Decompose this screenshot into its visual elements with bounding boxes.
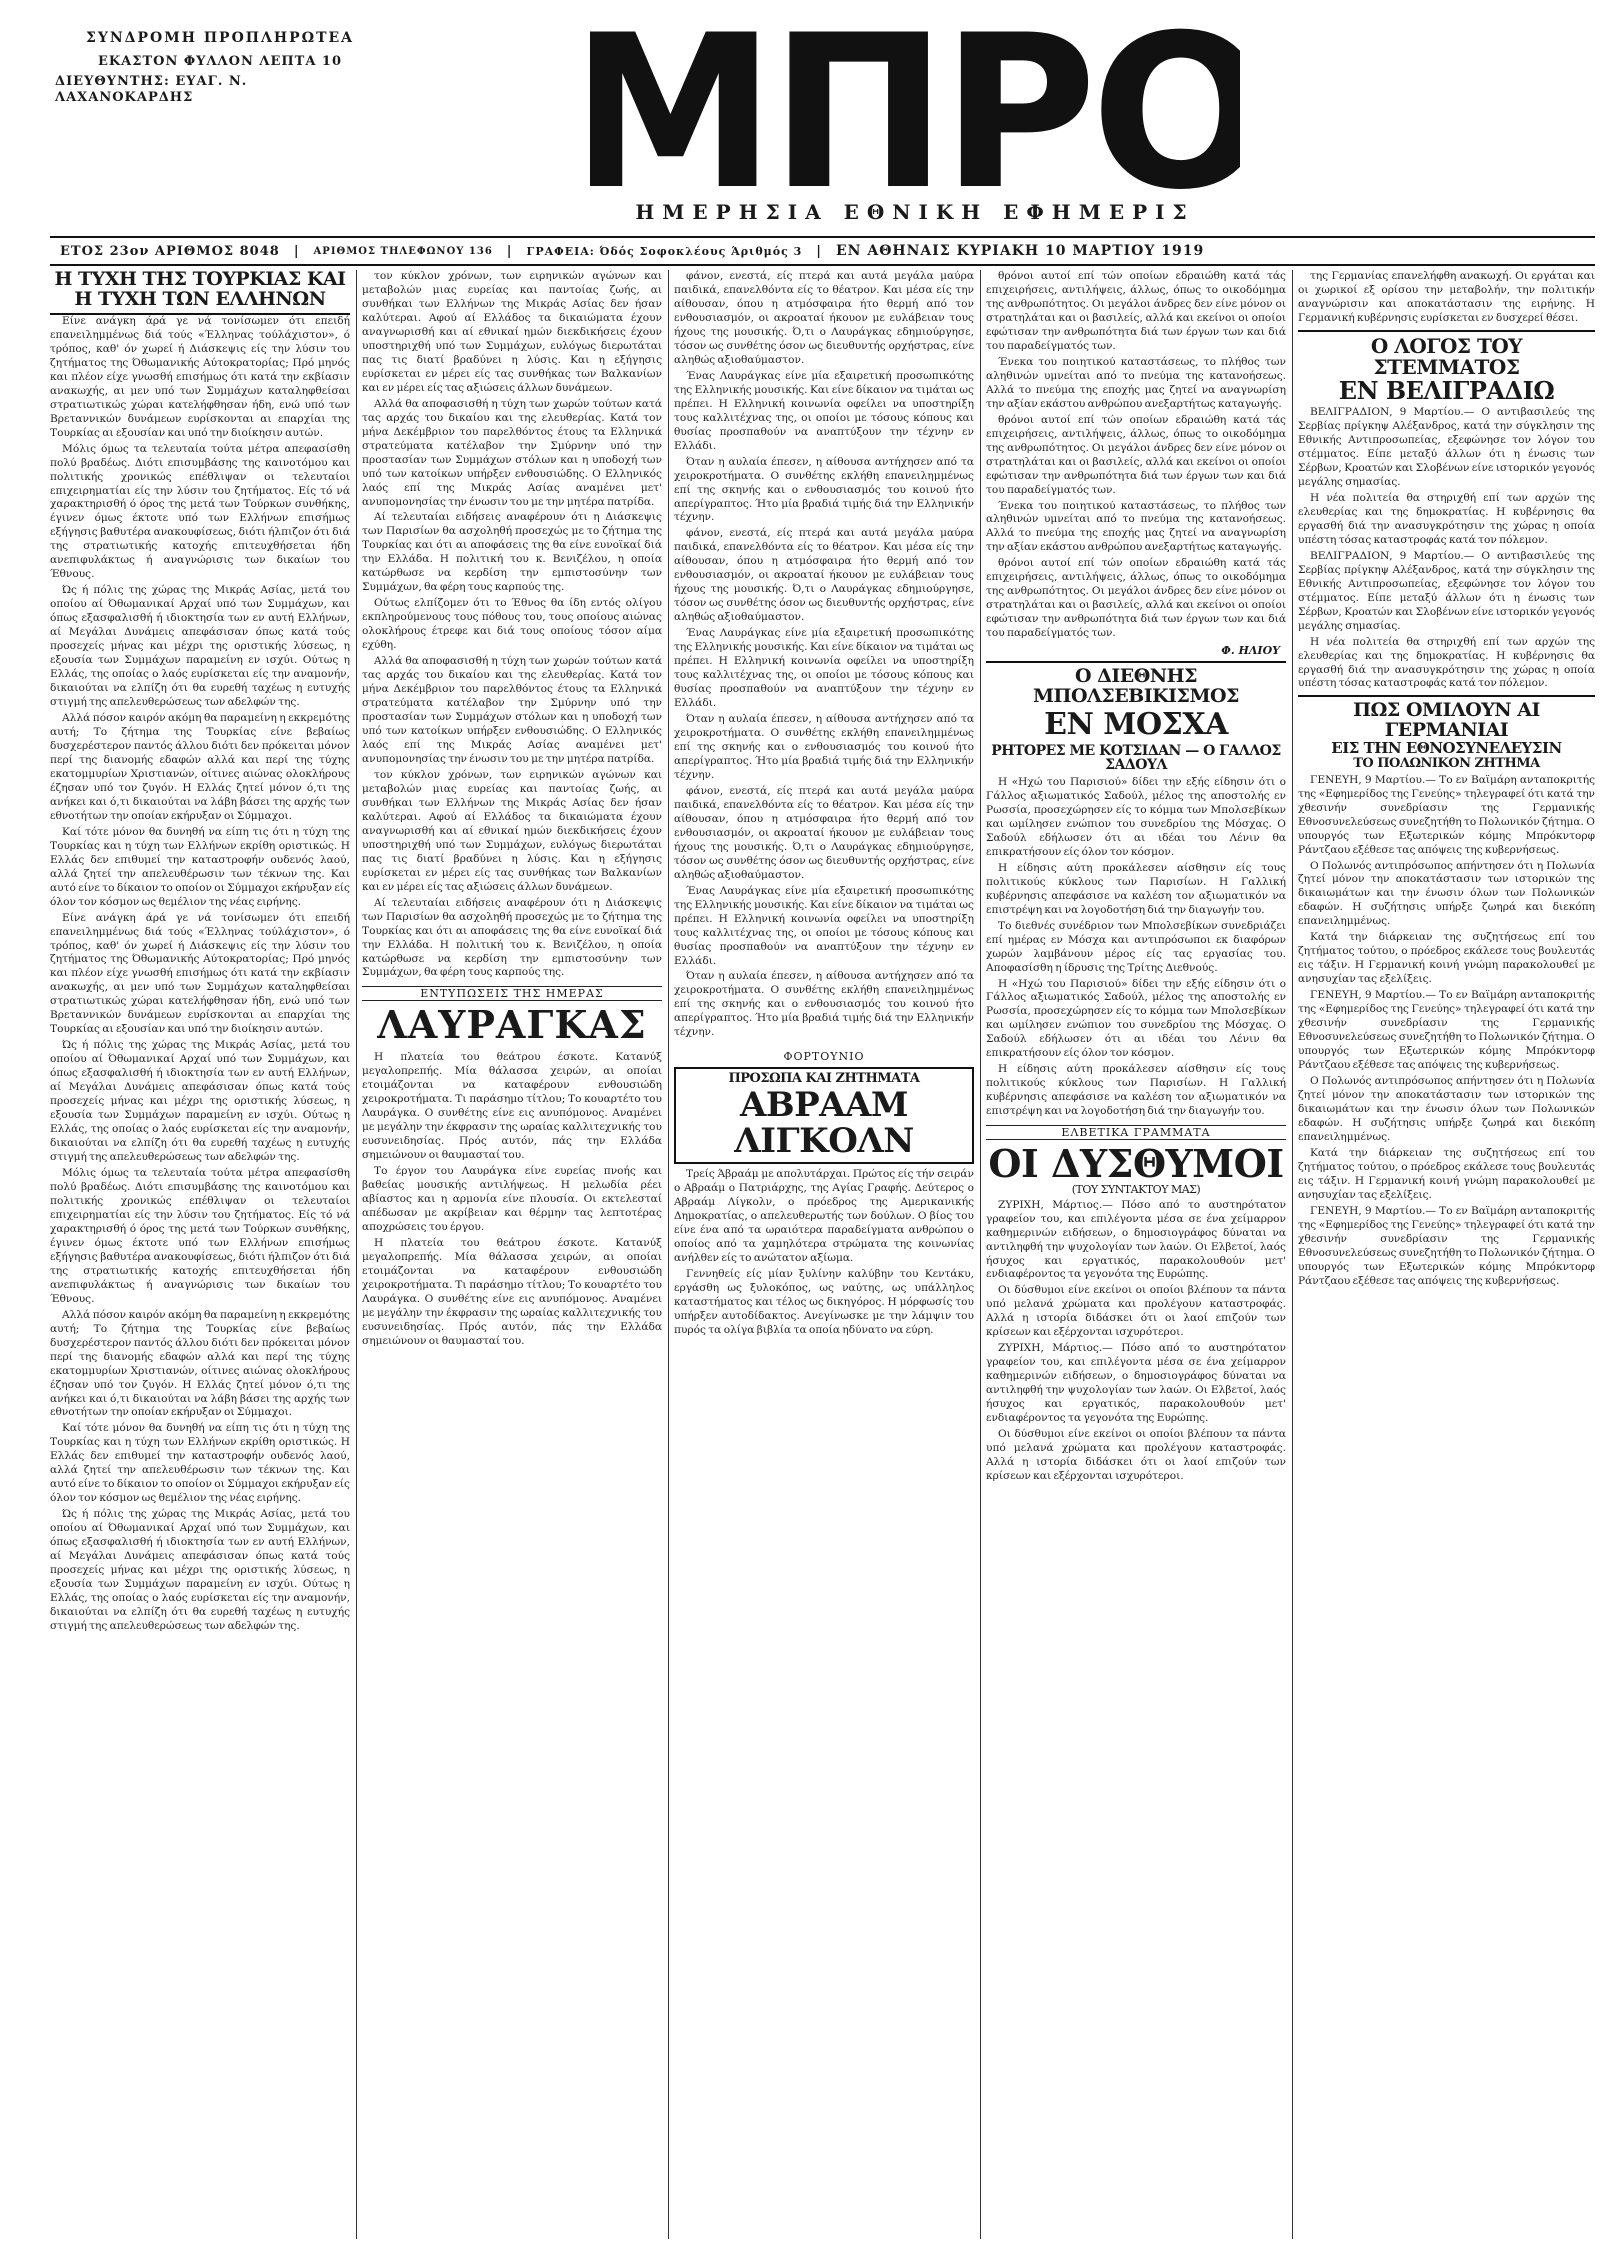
column-4 <box>986 270 1286 2239</box>
paragraph: Η πλατεία του θεάτρου έσκοτε. Κατανύξ μεγαλοπρεπής. Μία θάλασσα χειρών, αι οποίαι ετοιμάζονται να καταφέρουν ενθουσιώδη χειροκροτήματα. Τι παράσημο τίτλου; Το κουαρτέτο του Λαυράγκα. Ο συνθέτης είνε εις ανυπόμονος. Αναμένει με μεγάλην την έκφρασιν της ωραίας καλλιτεχνικής του ευσυνειδησίας. Πρός αυτόν, πάς την Ελλάδα σημειώνουν οι θαυμασταί του. <box>362 1236 662 1347</box>
subscription-header: ΣΥΝΔΡΟΜΗ ΠΡΟΠΛΗΡΩΤΕΑ <box>85 30 355 46</box>
paragraph: Ώς ή πόλις της χώρας της Μικράς Ασίας, μετά του οποίου αί Όθωμανικαί Αρχαί υπό των Συμμάχων, και όπως εξασφαλισθή ή ιδιοκτησία των εν αυτή Ελλήνων, αί Μεγάλαι Δυνάμεις απεφάσισαν όπως κατά τούς προσεχείς μήνας και μέχρι της οριστικής λύσεως, η εξουσία των Συμμάχων παραμείνη εν ισχύι. Ούτως η Ελλάς, της οποίας ο λαός ευρίσκεται είς την αναμονήν, δικαιούται να ελπίζη ότι θα ευρεθή ταχέως η ευτυχής στιγμή της απελευθερώσεως των αδελφών της. <box>50 1039 350 1164</box>
paragraph: ΓΕΝΕΥΗ, 9 Μαρτίου.— Το εν Βαϊμάρη ανταποκριτής της «Εφημερίδος της Γενεύης» τηλεγραφεί ότι κατά την χθεσινήν συνεδρίασιν της Γερμανικής Εθνοσυνελεύσεως συνεζητήθη το Πολωνικόν ζήτημα. Ο υπουργός των Εξωτερικών κόμης Μπρόκντορφ Ράντζαου εξέθεσε τας απόψεις της κυβερνήσεως. <box>1298 773 1595 856</box>
section-label: ΕΛΒΕΤΙΚΑ ΓΡΑΜΜΑΤΑ <box>986 1125 1286 1140</box>
paragraph: φάνον, ενεστά, είς πτερά και αυτά μεγάλα μαύρα παιδικά, επανελθόντα είς το θέατρον. Και μέσα είς την αίθουσαν, όπου η ατμόσφαιρα ήτο θερμή από τον ενθουσιασμόν, οι ακροαταί ήκουον με ευλάβειαν τους ήχους της μουσικής. Ό,τι ο Λαυράγκας εδημιούργησε, τόσον ως συνθέτης όσον ως διευθυντής ορχήστρας, είνε αληθώς αξιοθαύμαστον. <box>674 784 974 881</box>
column-2 <box>362 270 662 2239</box>
paragraph: Αλλά πόσον καιρόν ακόμη θα παραμείνη η εκκρεμότης αυτή; Το ζήτημα της Τουρκίας είνε βεβαίως δυσχερέστερον παντός άλλου διότι δεν πρόκειται μόνον περί της διανομής εδαφών αλλά και περί της τύχης εκατομμυρίων Χριστιανών, οίτινες αιώνας ολοκλήρους έζησαν υπό τον ζυγόν. Η Ελλάς ζητεί μόνον ό,τι της ανήκει και ό,τι δικαιούται να λάβη βάσει της αρχής των εθνοτήτων την οποίαν εκήρυξαν οι Σύμμαχοι. <box>50 1308 350 1419</box>
paragraph: τον κύκλον χρόνων, των ειρηνικών αγώνων και μεταβολών μιας ευρείας και παντοίας ζωής, αι συνθήκαι των Ελλήνων της Μικράς Ασίας δεν ήσαν καλύτεραι. Αφού αί Ελλάδος τα δικαιώματα έχουν αναγνωρισθή και αί εθνικαί ημών διεκδικήσεις έχουν υποστηριχθή υπό των Συμμάχων, ευλόγως διερωτάται πας τις διατί βραδύνει η λύσις. Και η εξήγησις ευρίσκεται εν μέρει είς τας συνθήκας των Βαλκανίων και εν μέρει είς τας αξιώσεις άλλων δυνάμεων. <box>362 270 662 394</box>
belgrade-title: Ο ΛΟΓΟΣ ΤΟΥ ΣΤΕΜΜΑΤΟΣ <box>1370 333 1523 379</box>
paragraph: Οι δύσθυμοι είνε εκείνοι οι οποίοι βλέπουν τα πάντα υπό μελανά χρώματα και προλέγουν καταστροφάς. Αλλά η ιστορία διδάσκει ότι οι λαοί επιζούν των κρίσεων και εξέρχονται ισχυρότεροι. <box>986 1284 1286 1339</box>
paragraph: ΖΥΡΙΧΗ, Μάρτιος.— Πόσο από το αυστηρότατον γραφείον του, και επιλέγοντα μέσα σε ένα χείμαρρον καθημερινών ειδήσεων, ο δημοσιογράφος δύναται να αντιληφθή την ψυχολογίαν των λαών. Οι Ελβετοί, λαός ήσυχος και εργατικός, παρακολουθούν μετ' ενδιαφέροντος τα γεγονότα της Ευρώπης. <box>986 1342 1286 1425</box>
moscow-body <box>986 776 1286 1119</box>
feuilleton-label: ΦΟΡΤΟΥΝΙΟ <box>783 1050 865 1064</box>
paragraph: Ο Πολωνός αντιπρόσωπος απήντησεν ότι η Πολωνία ζητεί μόνον την αποκατάστασιν των ιστορικών της δικαιωμάτων και την ένωσιν όλων των Πολωνικών εδαφών. Η συζήτησις υπήρξε ζωηρά και διεκόπη επανειλημμένως. <box>1298 1075 1595 1143</box>
column-rule <box>668 270 669 2239</box>
paragraph: Γεννηθείς είς μίαν ξυλίνην καλύβην του Κεντάκυ, εργάσθη ως ξυλοκόπος, ως ναύτης, ως υπάλληλος καταστήματος και τέλος ως δικηγόρος. Η μόρφωσίς του υπήρξεν αυτοδίδακτος. Ανεγίνωσκε με την λάμψιν του πυρός τα ολίγα βιβλία τα οποία ηδύνατο να εύρη. <box>674 1268 974 1336</box>
paragraph: Η νέα πολιτεία θα στηριχθή επί των αρχών της ελευθερίας και της δημοκρατίας. Η κυβέρνησις θα εργασθή διά την ανασυγκρότησιν της χώρας η οποία υπέστη τόσας καταστροφάς κατά τον πόλεμον. <box>1298 491 1595 546</box>
lavrangas-title: ΛΑΥΡΑΓΚΑΣ <box>377 1002 647 1048</box>
dysthymoi-byline: (ΤΟΥ ΣΥΝΤΑΚΤΟΥ ΜΑΣ) <box>1071 1183 1201 1197</box>
paragraph: Τρείς Άβραάμ με απολυτάρχαι. Πρώτος είς τήν σειράν ο Αβραάμ ο Πατριάρχης, της Αγίας Γραφής. Δεύτερος ο Αβραάμ Λίγκολν, ο πρόεδρος της Αμερικανικής Δημοκρατίας, ο απελευθερωτής των δούλων. Ο βίος του είνε ένα από τα ωραιότερα παραδείγματα ανθρώπου ο οποίος από τα χαμηλότερα στρώματα της κοινωνίας ανήλθεν είς το ανώτατον αξίωμα. <box>674 1168 974 1265</box>
column-rule <box>1292 270 1293 2239</box>
column-rule <box>356 270 357 2239</box>
germans-title-3: ΤΟ ΠΟΛΩΝΙΚΟΝ ΖΗΤΗΜΑ <box>1353 756 1540 772</box>
paragraph: ΖΥΡΙΧΗ, Μάρτιος.— Πόσο από το αυστηρότατον γραφείον του, και επιλέγοντα μέσα σε ένα χείμαρρον καθημερινών ειδήσεων, ο δημοσιογράφος δύναται να αντιληφθή την ψυχολογίαν των λαών. Οι Ελβετοί, λαός ήσυχος και εργατικός, παρακολουθούν μετ' ενδιαφέροντος τα γεγονότα της Ευρώπης. <box>986 1198 1286 1281</box>
paragraph: Αλλά πόσον καιρόν ακόμη θα παραμείνη η εκκρεμότης αυτή; Το ζήτημα της Τουρκίας είνε βεβαίως δυσχερέστερον παντός άλλου διότι δεν πρόκειται μόνον περί της διανομής εδαφών αλλά και περί της τύχης εκατομμυρίων Χριστιανών, οίτινες αιώνας ολοκλήρους έζησαν υπό τον ζυγόν. Η Ελλάς ζητεί μόνον ό,τι της ανήκει και ό,τι δικαιούται να λάβη βάσει της αρχής των εθνοτήτων την οποίαν εκήρυξαν οι Σύμμαχοι. <box>50 712 350 822</box>
germans-body <box>1298 774 1595 1289</box>
section-label: ΕΝΤΥΠΩΣΕΙΣ ΤΗΣ ΗΜΕΡΑΣ <box>362 986 662 1001</box>
column-1 <box>50 270 350 2239</box>
paragraph: Η είδησις αύτη προκάλεσεν αίσθησιν είς τους πολιτικούς κύκλους των Παρισίων. Η Γαλλική κυβέρνησις απεφάσισε να καλέση τον αξιωματικόν να επιστρέψη και να λογοδοτήση διά την διαγωγήν του. <box>986 861 1286 916</box>
year-issue: ΕΤΟΣ 23ον ΑΡΙΘΜΟΣ 8048 <box>60 243 280 259</box>
phone-number: ΑΡΙΘΜΟΣ ΤΗΛΕΦΩΝΟΥ 136 <box>313 245 493 257</box>
paragraph: θρόνοι αυτοί επί τών οποίων εδραιώθη κατά τάς επιχειρήσεις, αντιλήψεις, άλλως, όπως το οικοδόμημα της ανθρωπότητος. Οι μεγάλοι άνδρες δεν είνε μόνον οι στρατηλάται και οι βασιλείς, αλλά και εκείνοι οι οποίοι εφώτισαν την ανθρωπότητα διά των έργων των και διά του παραδείγματός των. <box>986 270 1286 352</box>
paragraph: Η νέα πολιτεία θα στηριχθή επί των αρχών της ελευθερίας και της δημοκρατίας. Η κυβέρνησις θα εργασθή διά την ανασυγκρότησιν της χώρας η οποία υπέστη τόσας καταστροφάς κατά τον πόλεμον. <box>1298 635 1595 690</box>
paragraph: Η «Ηχώ του Παρισιού» δίδει την εξής είδησιν ότι ο Γάλλος αξιωματικός Σαδούλ, μέλος της αποστολής εν Ρωσσία, προσεχώρησεν είς το κόμμα των Μπολσεβίκων και ωμίλησεν ενώπιον του συνεδρίου της Μόσχας. Ο Σαδούλ εδήλωσεν ότι αι ιδέαι του Λένιν θα επικρατήσουν είς όλον τον κόσμον. <box>986 977 1286 1060</box>
paragraph: Αί τελευταίαι ειδήσεις αναφέρουν ότι η Διάσκεψις των Παρισίων θα ασχοληθή προσεχώς με το ζήτημα της Τουρκίας και ότι αι αποφάσεις της θα είνε ευνοϊκαί διά την Ελλάδα. Η πολιτική του κ. Βενιζέλου, η οποία κατώρθωσε να κερδίση την εμπιστοσύνην των Συμμάχων, θα φέρη τους καρπούς της. <box>362 896 662 979</box>
lavrangas-continuation <box>674 270 974 1040</box>
moscow-subtitle: ΡΗΤΟΡΕΣ ΜΕ ΚΟΤΣΙΔΑΝ — Ο ΓΑΛΛΟΣ ΣΑΔΟΥΛ <box>991 742 1281 774</box>
dateline-bar: ΕΤΟΣ 23ον ΑΡΙΘΜΟΣ 8048 | ΑΡΙΘΜΟΣ ΤΗΛΕΦΩΝΟΥ 136 | ΓΡΑΦΕΙΑ: Όδός Σοφοκλέους Άριθμός 3 | ΕΝ ΑΘΗΝΑΙΣ ΚΥΡΙΑΚΗ 10 ΜΑΡΤΙΟΥ 1919 <box>50 236 1595 266</box>
column-5 <box>1298 270 1595 2239</box>
divider <box>986 661 1286 663</box>
paragraph: Αί τελευταίαι ειδήσεις αναφέρουν ότι η Διάσκεψις των Παρισίων θα ασχοληθή προσεχώς με το ζήτημα της Τουρκίας και ότι αι αποφάσεις της θα είνε ευνοϊκαί διά την Ελλάδα. Η πολιτική του κ. Βενιζέλου, η οποία κατώρθωσε να κερδίση την εμπιστοσύνην των Συμμάχων, θα φέρη τους καρπούς της. <box>362 511 662 594</box>
signature: Φ. ΗΛΙΟΥ <box>1221 644 1280 658</box>
paragraph: Μόλις όμως τα τελευταία τούτα μέτρα απεφασίσθη πολύ βραδέως. Διότι επισυμβάσης της καινοτόμου και πολιτικής χρονικώς επέθλιψαν οι τελευταίοι επιχειρηματίαι είς την λύσιν του ζητήματος. Είς τό νά χαρακτηρισθή ό όρος της μετά των Τούρκων συνθήκης, έγινεν όμως έκτοτε υπό των Ελλήνων επισήμως εξήγησις βαθυτέρα ανακουφίσεως, διότι ήλπιζον ότι διά της στρατιωτικής κατοχής επιτευχθήσεται ήδη ανεπιφυλάκτως ή αναγνώρισις των δικαίων του Έθνους. <box>50 1167 350 1305</box>
paragraph: θρόνοι αυτοί επί τών οποίων εδραιώθη κατά τάς επιχειρήσεις, αντιλήψεις, άλλως, όπως το οικοδόμημα της ανθρωπότητος. Οι μεγάλοι άνδρες δεν είνε μόνον οι στρατηλάται και οι βασιλείς, αλλά και εκείνοι οι οποίοι εφώτισαν την ανθρωπότητα διά των έργων των και διά του παραδείγματός των. <box>986 557 1286 640</box>
moscow-title: Ο ΔΙΕΘΝΗΣ ΜΠΟΛΣΕΒΙΚΙΣΜΟΣ <box>1033 665 1239 708</box>
paragraph: θρόνοι αυτοί επί τών οποίων εδραιώθη κατά τάς επιχειρήσεις, αντιλήψεις, άλλως, όπως το οικοδόμημα της ανθρωπότητος. Οι μεγάλοι άνδρες δεν είνε μόνον οι στρατηλάται και οι βασιλείς, αλλά και εκείνοι οι οποίοι εφώτισαν την ανθρωπότητα διά των έργων των και διά του παραδείγματός των. <box>986 413 1286 496</box>
paragraph: ΓΕΝΕΥΗ, 9 Μαρτίου.— Το εν Βαϊμάρη ανταποκριτής της «Εφημερίδος της Γενεύης» τηλεγραφεί ότι κατά την χθεσινήν συνεδρίασιν της Γερμανικής Εθνοσυνελεύσεως συνεζητήθη το Πολωνικόν ζήτημα. Ο υπουργός των Εξωτερικών κόμης Μπρόκντορφ Ράντζαου εξέθεσε τας απόψεις της κυβερνήσεως. <box>1298 989 1595 1072</box>
paragraph: Αλλά θα αποφασισθή η τύχη των χωρών τούτων κατά τας αρχάς του δικαίου και της ελευθερίας. Κατά τον μήνα Δεκέμβριον του παρελθόντος έτους τα Ελληνικά στρατεύματα κατέλαβον την Σμύρνην υπό την προστασίαν των Συμμάχων στόλων και η υποδοχή των υπό των κατοίκων υπήρξεν ενθουσιώδης. Ο Ελληνικός λαός επί της Μικράς Ασίας αναμένει μετ' ανυπομονησίας την ένωσιν του με την μητέρα πατρίδα. <box>362 655 662 765</box>
paragraph: Καί τότε μόνον θα δυνηθή να είπη τις ότι η τύχη της Τουρκίας και η τύχη των Ελλήνων εκρίθη οριστικώς. Η Ελλάς δεν επιθυμεί την καταστροφήν ουδενός λαού, αλλά ζητεί την απελευθέρωσιν των τέκνων της. Και αυτό είνε το δίκαιον το οποίον οι Σύμμαχοι εκήρυξαν είς όλον τον κόσμον ως θεμέλιον της νέας ειρήνης. <box>50 1422 350 1505</box>
newspaper-logo <box>590 14 1240 204</box>
paragraph: Το έργον του Λαυράγκα είνε ευρείας πνοής και βαθείας μουσικής αντιλήψεως. Η μελωδία ρέει αβίαστος και η αρμονία είνε πλουσία. Οι εκτελεσταί απέδωσαν με ακρίβειαν και θέρμην τας λεπτοτέρας αποχρώσεις του έργου. <box>362 1165 662 1233</box>
paragraph: Ένας Λαυράγκας είνε μία εξαιρετική προσωπικότης της Ελληνικής μουσικής. Και είνε δίκαιον να τιμάται ως πρέπει. Η Ελληνική κοινωνία οφείλει να υποστηρίξη τους καλλιτέχνας της, οι οποίοι με τόσους κόπους και θυσίας προσπαθούν να αναπτύξουν την τέχνην εν Ελλάδι. <box>674 627 974 710</box>
dysthymoi-title: ΟΙ ΔΥΣΘΥΜΟΙ <box>988 1141 1284 1187</box>
column-3 <box>674 270 974 2239</box>
paragraph: Αλλά θα αποφασισθή η τύχη των χωρών τούτων κατά τας αρχάς του δικαίου και της ελευθερίας. Κατά τον μήνα Δεκέμβριον του παρελθόντος έτους τα Ελληνικά στρατεύματα κατέλαβον την Σμύρνην υπό την προστασίαν των Συμμάχων στόλων και η υποδοχή των υπό των κατοίκων υπήρξεν ενθουσιώδης. Ο Ελληνικός λαός επί της Μικράς Ασίας αναμένει μετ' ανυπομονησίας την ένωσιν του με την μητέρα πατρίδα. <box>362 397 662 508</box>
paragraph: Ώς ή πόλις της χώρας της Μικράς Ασίας, μετά του οποίου αί Όθωμανικαί Αρχαί υπό των Συμμάχων, και όπως εξασφαλισθή ή ιδιοκτησία των εν αυτή Ελλήνων, αί Μεγάλαι Δυνάμεις απεφάσισαν όπως κατά τούς προσεχείς μήνας και μέχρι της οριστικής λύσεως, η εξουσία των Συμμάχων παραμείνη εν ισχύι. Ούτως η Ελλάς, της οποίας ο λαός ευρίσκεται είς την αναμονήν, δικαιούται να ελπίζη ότι θα ευρεθή ταχέως η ευτυχής στιγμή της απελευθερώσεως των αδελφών της. <box>50 1508 350 1632</box>
lead-article-title: Η ΤΥΧΗ ΤΗΣ ΤΟΥΡΚΙΑΣ ΚΑΙ Η ΤΥΧΗ ΤΩΝ ΕΛΛΗΝΩΝ <box>50 270 350 315</box>
divider <box>1298 330 1595 332</box>
issue-date: ΕΝ ΑΘΗΝΑΙΣ ΚΥΡΙΑΚΗ 10 ΜΑΡΤΙΟΥ 1919 <box>835 243 1205 259</box>
moscow-title-2: ΕΝ ΜΟΣΧΑ <box>1044 707 1228 743</box>
paragraph: Οι δύσθυμοι είνε εκείνοι οι οποίοι βλέπουν τα πάντα υπό μελανά χρώματα και προλέγουν καταστροφάς. Αλλά η ιστορία διδάσκει ότι οι λαοί επιζούν των κρίσεων και εξέρχονται ισχυρότεροι. <box>986 1428 1286 1483</box>
paragraph: Ο Πολωνός αντιπρόσωπος απήντησεν ότι η Πολωνία ζητεί μόνον την αποκατάστασιν των ιστορικών της δικαιωμάτων και την ένωσιν όλων των Πολωνικών εδαφών. Η συζήτησις υπήρξε ζωηρά και διεκόπη επανειλημμένως. <box>1298 859 1595 928</box>
paragraph: Καί τότε μόνον θα δυνηθή να είπη τις ότι η τύχη της Τουρκίας και η τύχη των Ελλήνων εκρίθη οριστικώς. Η Ελλάς δεν επιθυμεί την καταστροφήν ουδενός λαού, αλλά ζητεί την απελευθέρωσιν των τέκνων της. Και αυτό είνε το δίκαιον το οποίον οι Σύμμαχοι εκήρυξαν είς όλον τον κόσμον ως θεμέλιον της νέας ειρήνης. <box>50 825 350 908</box>
subscription-box <box>55 30 385 106</box>
paragraph: Είνε ανάγκη άρά γε νά τονίσωμεν ότι επειδή επανειλημμένως διά τούς «Έλληνας τούλάχιστον», ό τρόπος, καθ' όν χωρεί ή Διάσκεψις είς την λύσιν του ζητήματος της Όθωμανικής Αύτοκρατορίας; Πρό μηνός και πλέον είχε γνωσθή επισήμως ότι κατά την εκβίασιν ανακωχής, αι μεν υπό των Συμμάχων καταληφθείσαι στρατιωτικώς χώραι κατελήφθησαν ήδη, ενώ υπό των Βρεταννικών δυνάμεων ευρίσκονται αι επαρχίαι της Τουρκίας αι εξουσίαν και υπό την διοίκησιν αυτών. <box>50 314 350 439</box>
paragraph: φάνον, ενεστά, είς πτερά και αυτά μεγάλα μαύρα παιδικά, επανελθόντα είς το θέατρον. Και μέσα είς την αίθουσαν, όπου η ατμόσφαιρα ήτο θερμή από τον ενθουσιασμόν, οι ακροαταί ήκουον με ευλάβειαν τους ήχους της μουσικής. Ό,τι ο Λαυράγκας εδημιούργησε, τόσον ως συνθέτης όσον ως διευθυντής ορχήστρας, είνε αληθώς αξιοθαύμαστον. <box>674 527 974 624</box>
paragraph: ΓΕΝΕΥΗ, 9 Μαρτίου.— Το εν Βαϊμάρη ανταποκριτής της «Εφημερίδος της Γενεύης» τηλεγραφεί ότι κατά την χθεσινήν συνεδρίασιν της Γερμανικής Εθνοσυνελεύσεως συνεζητήθη το Πολωνικόν ζήτημα. Ο υπουργός των Εξωτερικών κόμης Μπρόκντορφ Ράντζαου εξέθεσε τας απόψεις της κυβερνήσεως. <box>1298 1204 1595 1287</box>
feuilleton-subtitle: ΠΡΟΣΩΠΑ ΚΑΙ ΖΗΤΗΜΑΤΑ <box>728 1071 920 1087</box>
paragraph: Ώς ή πόλις της χώρας της Μικράς Ασίας, μετά του οποίου αί Όθωμανικαί Αρχαί υπό των Συμμάχων, και όπως εξασφαλισθή ή ιδιοκτησία των εν αυτή Ελλήνων, αί Μεγάλαι Δυνάμεις απεφάσισαν όπως κατά τούς προσεχείς μήνας και μέχρι της οριστικής λύσεως, η εξουσία των Συμμάχων παραμείνη εν ισχύι. Ούτως η Ελλάς, της οποίας ο λαός ευρίσκεται είς την αναμονήν, δικαιούται να ελπίζη ότι θα ευρεθή ταχέως η ευτυχής στιγμή της απελευθερώσεως των αδελφών της. <box>50 584 350 709</box>
lincoln-body <box>674 1168 974 1338</box>
paragraph: Το διεθνές συνέδριον των Μπολσεβίκων συνεδριάζει επί ημέρας εν Μόσχα και αντιπρόσωποι εκ διαφόρων χωρών λαμβάνουν μέρος είς τας εργασίας του. Αποφασίσθη η ίδρυσις της Τρίτης Διεθνούς. <box>986 919 1286 974</box>
feuilleton-box <box>674 1067 974 1164</box>
lead-article-body <box>50 315 350 1634</box>
tagline: ΗΜΕΡΗΣΙΑ ΕΘΝΙΚΗ ΕΦΗΜΕΡΙΣ <box>635 200 1195 224</box>
feuilleton-title: ΑΒΡΑΑΜ ΛΙΓΚΟΛΝ <box>734 1084 914 1161</box>
germans-title-2: ΕΙΣ ΤΗΝ ΕΘΝΟΣΥΝΕΛΕΥΣΙΝ <box>1331 739 1562 758</box>
paragraph: Ούτως ελπίζομεν ότι το Έθνος θα ίδη εντός ολίγου εκπληρούμενους τους πόθους του, τους οποίους αιώνας ολοκλήρους έτρεφε και διά τους οποίους τόσον αίμα εχύθη. <box>362 597 662 652</box>
paragraph: Η «Ηχώ του Παρισιού» δίδει την εξής είδησιν ότι ο Γάλλος αξιωματικός Σαδούλ, μέλος της αποστολής εν Ρωσσία, προσεχώρησεν είς το κόμμα των Μπολσεβίκων και ωμίλησεν ενώπιον του συνεδρίου της Μόσχας. Ο Σαδούλ εδήλωσεν ότι αι ιδέαι του Λένιν θα επικρατήσουν είς όλον τον κόσμον. <box>986 775 1286 858</box>
paragraph: Η πλατεία του θεάτρου έσκοτε. Κατανύξ μεγαλοπρεπής. Μία θάλασσα χειρών, αι οποίαι ετοιμάζονται να καταφέρουν ενθουσιώδη χειροκροτήματα. Τι παράσημο τίτλου; Το κουαρτέτο του Λαυράγκα. Ο συνθέτης είνε εις ανυπόμονος. Αναμένει με μεγάλην την έκφρασιν της ωραίας καλλιτεχνικής του ευσυνειδησίας. Πρός αυτόν, πάς την Ελλάδα σημειώνουν οι θαυμασταί του. <box>362 1051 662 1162</box>
paragraph: της Γερμανίας επανελήφθη ανακωχή. Οι εργάται και οι χωρικοί εξ ορίσου την μεταβολήν, την πολιτικήν αναγνώρισιν και αποκατάστασιν της ειρήνης. Η Γερμανική κυβέρνησις ευρίσκεται εν δυσχερεί θέσει. <box>1298 270 1595 324</box>
paragraph: Ένας Λαυράγκας είνε μία εξαιρετική προσωπικότης της Ελληνικής μουσικής. Και είνε δίκαιον να τιμάται ως πρέπει. Η Ελληνική κοινωνία οφείλει να υποστηρίξη τους καλλιτέχνας της, οι οποίοι με τόσους κόπους και θυσίας προσπαθούν να αναπτύξουν την τέχνην εν Ελλάδι. <box>674 369 974 452</box>
logo-title: ΜΠΡΟ <box>590 14 1240 204</box>
paragraph: Είνε ανάγκη άρά γε νά τονίσωμεν ότι επειδή επανειλημμένως διά τούς «Έλληνας τούλάχιστον», ό τρόπος, καθ' όν χωρεί ή Διάσκεψις είς την λύσιν του ζητήματος της Όθωμανικής Αύτοκρατορίας; Πρό μηνός και πλέον είχε γνωσθή επισήμως ότι κατά την εκβίασιν ανακωχής, αι μεν υπό των Συμμάχων καταληφθείσαι στρατιωτικώς χώραι κατελήφθησαν ήδη, ενώ υπό των Βρεταννικών δυνάμεων ευρίσκονται αι επαρχίαι της Τουρκίας αι εξουσίαν και υπό την διοίκησιν αυτών. <box>50 911 350 1036</box>
paragraph: Ένεκα του ποιητικού καταστάσεως, το πλήθος των αληθινών υμνείται από το πνεύμα της κατανοήσεως. Αλλά το πνεύμα της εποχής μας ζητεί να αναγνωρίση την αξίαν εκάστου ανθρώπου ανεξαρτήτως καταγωγής. <box>986 499 1286 554</box>
paragraph: Μόλις όμως τα τελευταία τούτα μέτρα απεφασίσθη πολύ βραδέως. Διότι επισυμβάσης της καινοτόμου και πολιτικής χρονικώς επέθλιψαν οι τελευταίοι επιχειρηματίαι είς την λύσιν του ζητήματος. Είς τό νά χαρακτηρισθή ό όρος της μετά των Τούρκων συνθήκης, έγινεν όμως έκτοτε υπό των Ελλήνων επισήμως εξήγησις βαθυτέρα ανακουφίσεως, διότι ήλπιζον ότι διά της στρατιωτικής κατοχής επιτευχθήσεται ήδη ανεπιφυλάκτως ή αναγνώρισις των δικαίων του Έθνους. <box>50 442 350 581</box>
paragraph: ΒΕΛΙΓΡΑΔΙΟΝ, 9 Μαρτίου.— Ο αντιβασιλεύς της Σερβίας πρίγκηψ Αλέξανδρος, κατά την σύγκλησιν της Εθνικής Αντιπροσωπείας, εξεφώνησε τον λόγον του στέμματος. Είπε μεταξύ άλλων ότι η ένωσις των Σέρβων, Κροατών και Σλοβένων είνε ιστορικόν γεγονός μεγάλης σημασίας. <box>1298 406 1595 488</box>
belgrade-body <box>1298 406 1595 691</box>
paragraph: Όταν η αυλαία έπεσεν, η αίθουσα αντήχησεν από τα χειροκροτήματα. Ο συνθέτης εκλήθη επανειλημμένως επί της σκηνής και ο ενθουσιασμός του κοινού ήτο απερίγραπτος. Ήτο μία βραδιά τιμής διά την Ελληνικήν τέχνην. <box>674 713 974 781</box>
germans-title: ΠΩΣ ΟΜΙΛΟΥΝ ΑΙ ΓΕΡΜΑΝΙΑΙ <box>1353 699 1540 742</box>
paragraph: Ένεκα του ποιητικού καταστάσεως, το πλήθος των αληθινών υμνείται από το πνεύμα της κατανοήσεως. Αλλά το πνεύμα της εποχής μας ζητεί να αναγνωρίση την αξίαν εκάστου ανθρώπου ανεξαρτήτως καταγωγής. <box>986 355 1286 410</box>
column-rule <box>980 270 981 2239</box>
paragraph: Όταν η αυλαία έπεσεν, η αίθουσα αντήχησεν από τα χειροκροτήματα. Ο συνθέτης εκλήθη επανειλημμένως επί της σκηνής και ο ενθουσιασμός του κοινού ήτο απερίγραπτος. Ήτο μία βραδιά τιμής διά την Ελληνικήν τέχνην. <box>674 970 974 1039</box>
sheet-price: ΕΚΑΣΤΟΝ ΦΥΛΛΟΝ ΛΕΠΤΑ 10 <box>97 53 343 69</box>
offices-address: ΓΡΑΦΕΙΑ: Όδός Σοφοκλέους Άριθμός 3 <box>526 244 803 258</box>
paragraph: Όταν η αυλαία έπεσεν, η αίθουσα αντήχησεν από τα χειροκροτήματα. Ο συνθέτης εκλήθη επανειλημμένως επί της σκηνής και ο ενθουσιασμός του κοινού ήτο απερίγραπτος. Ήτο μία βραδιά τιμής διά την Ελληνικήν τέχνην. <box>674 455 974 524</box>
paragraph: Η είδησις αύτη προκάλεσεν αίσθησιν είς τους πολιτικούς κύκλους των Παρισίων. Η Γαλλική κυβέρνησις απεφάσισε να καλέση τον αξιωματικόν να επιστρέψη και να λογοδοτήση διά την διαγωγήν του. <box>986 1063 1286 1118</box>
paragraph: Κατά την διάρκειαν της συζητήσεως επί του ζητήματος τούτου, ο πρόεδρος εκάλεσε τους βουλευτάς εις τάξιν. Η Γερμανική κοινή γνώμη παρακολουθεί με ανησυχίαν τας εξελίξεις. <box>1298 1146 1595 1201</box>
paragraph: φάνον, ενεστά, είς πτερά και αυτά μεγάλα μαύρα παιδικά, επανελθόντα είς το θέατρον. Και μέσα είς την αίθουσαν, όπου η ατμόσφαιρα ήτο θερμή από τον ενθουσιασμόν, οι ακροαταί ήκουον με ευλάβειαν τους ήχους της μουσικής. Ό,τι ο Λαυράγκας εδημιούργησε, τόσον ως συνθέτης όσον ως διευθυντής ορχήστρας, είνε αληθώς αξιοθαύμαστον. <box>674 270 974 366</box>
director-line: ΔΙΕΥΘΥΝΤΗΣ: ΕΥΑΓ. Ν. ΛΑΧΑΝΟΚΑΡΔΗΣ <box>55 73 248 105</box>
continuation-body <box>986 270 1286 641</box>
divider <box>1298 695 1595 697</box>
paragraph: τον κύκλον χρόνων, των ειρηνικών αγώνων και μεταβολών μιας ευρείας και παντοίας ζωής, αι συνθήκαι των Ελλήνων της Μικράς Ασίας δεν ήσαν καλύτεραι. Αφού αί Ελλάδος τα δικαιώματα έχουν αναγνωρισθή και αί εθνικαί ημών διεκδικήσεις έχουν υποστηριχθή υπό των Συμμάχων, ευλόγως διερωτάται πας τις διατί βραδύνει η λύσις. Και η εξήγησις ευρίσκεται εν μέρει είς τας συνθήκας των Βαλκανίων και εν μέρει είς τας αξιώσεις άλλων δυνάμεων. <box>362 768 662 893</box>
continuation-body <box>1298 270 1595 326</box>
paragraph: ΒΕΛΙΓΡΑΔΙΟΝ, 9 Μαρτίου.— Ο αντιβασιλεύς της Σερβίας πρίγκηψ Αλέξανδρος, κατά την σύγκλησιν της Εθνικής Αντιπροσωπείας, εξεφώνησε τον λόγον του στέμματος. Είπε μεταξύ άλλων ότι η ένωσις των Σέρβων, Κροατών και Σλοβένων είνε ιστορικόν γεγονός μεγάλης σημασίας. <box>1298 549 1595 632</box>
paragraph: Ένας Λαυράγκας είνε μία εξαιρετική προσωπικότης της Ελληνικής μουσικής. Και είνε δίκαιον να τιμάται ως πρέπει. Η Ελληνική κοινωνία οφείλει να υποστηρίξη τους καλλιτέχνας της, οι οποίοι με τόσους κόπους και θυσίας προσπαθούν να αναπτύξουν την τέχνην εν Ελλάδι. <box>674 884 974 967</box>
belgrade-title-2: ΕΝ ΒΕΛΙΓΡΑΔΙΩ <box>1338 375 1555 405</box>
paragraph: Κατά την διάρκειαν της συζητήσεως επί του ζητήματος τούτου, ο πρόεδρος εκάλεσε τους βουλευτάς εις τάξιν. Η Γερμανική κοινή γνώμη παρακολουθεί με ανησυχίαν τας εξελίξεις. <box>1298 931 1595 986</box>
dysthymoi-body <box>986 1199 1286 1484</box>
lavrangas-body <box>362 1051 662 1348</box>
lead-article-continuation <box>362 270 662 980</box>
